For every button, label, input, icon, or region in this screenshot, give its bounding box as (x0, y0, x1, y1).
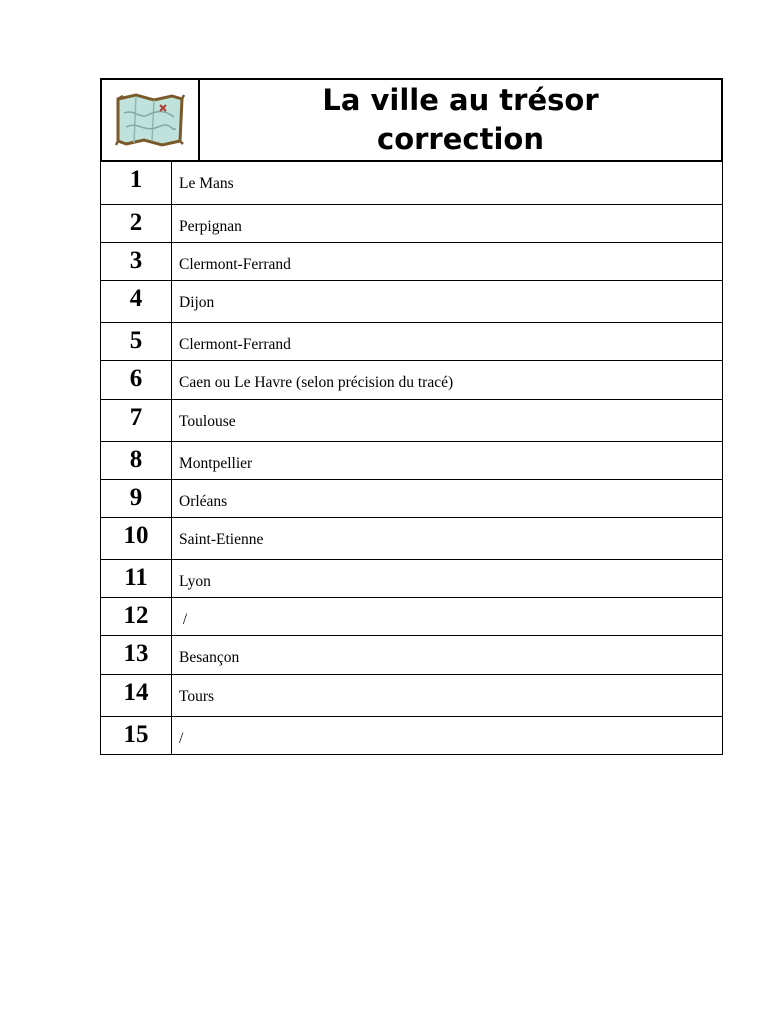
table-row (101, 598, 722, 636)
row-answer: / (179, 730, 184, 747)
table-row (101, 400, 722, 442)
row-answer: Montpellier (179, 455, 253, 472)
table-row (101, 675, 722, 717)
row-number: 3 (101, 243, 172, 280)
treasure-map-icon (114, 91, 186, 149)
page-title (200, 80, 721, 160)
table-row (101, 361, 722, 400)
icon-cell (102, 80, 200, 160)
row-number: 9 (101, 480, 172, 517)
row-answer: Dijon (179, 294, 215, 311)
row-answer: Caen ou Le Havre (selon précision du tracé) (179, 374, 454, 391)
row-number: 6 (101, 361, 172, 399)
answer-table (100, 78, 723, 755)
row-number: 10 (101, 518, 172, 559)
row-answer: Tours (179, 688, 215, 705)
row-number: 7 (101, 400, 172, 441)
row-number: 11 (101, 560, 172, 597)
table-row (101, 560, 722, 598)
row-answer: Lyon (179, 573, 211, 590)
row-number: 8 (101, 442, 172, 479)
row-number: 15 (101, 717, 172, 754)
title-line-1: La ville au trésor (322, 83, 599, 117)
row-number: 5 (101, 323, 172, 360)
row-number: 4 (101, 281, 172, 322)
row-answer: Le Mans (179, 175, 234, 192)
table-row (101, 243, 722, 281)
table-row (101, 717, 722, 755)
row-answer: Orléans (179, 493, 228, 510)
row-number: 2 (101, 205, 172, 242)
row-answer: Besançon (179, 649, 240, 666)
row-answer: Clermont-Ferrand (179, 256, 291, 273)
row-answer: Saint-Etienne (179, 531, 264, 548)
table-row (101, 518, 722, 560)
title-line-2: correction (377, 122, 544, 156)
row-number: 14 (101, 675, 172, 716)
row-answer: Clermont-Ferrand (179, 336, 291, 353)
row-number: 1 (101, 162, 172, 204)
table-row (101, 281, 722, 323)
row-answer: Toulouse (179, 413, 236, 430)
row-number: 13 (101, 636, 172, 674)
row-number: 12 (101, 598, 172, 635)
table-row (101, 162, 722, 205)
table-row (101, 480, 722, 518)
table-header (100, 78, 723, 162)
row-answer: Perpignan (179, 218, 242, 235)
answer-rows (100, 162, 723, 755)
table-row (101, 205, 722, 243)
table-row (101, 442, 722, 480)
table-row (101, 323, 722, 361)
row-answer: / (179, 611, 188, 628)
table-row (101, 636, 722, 675)
